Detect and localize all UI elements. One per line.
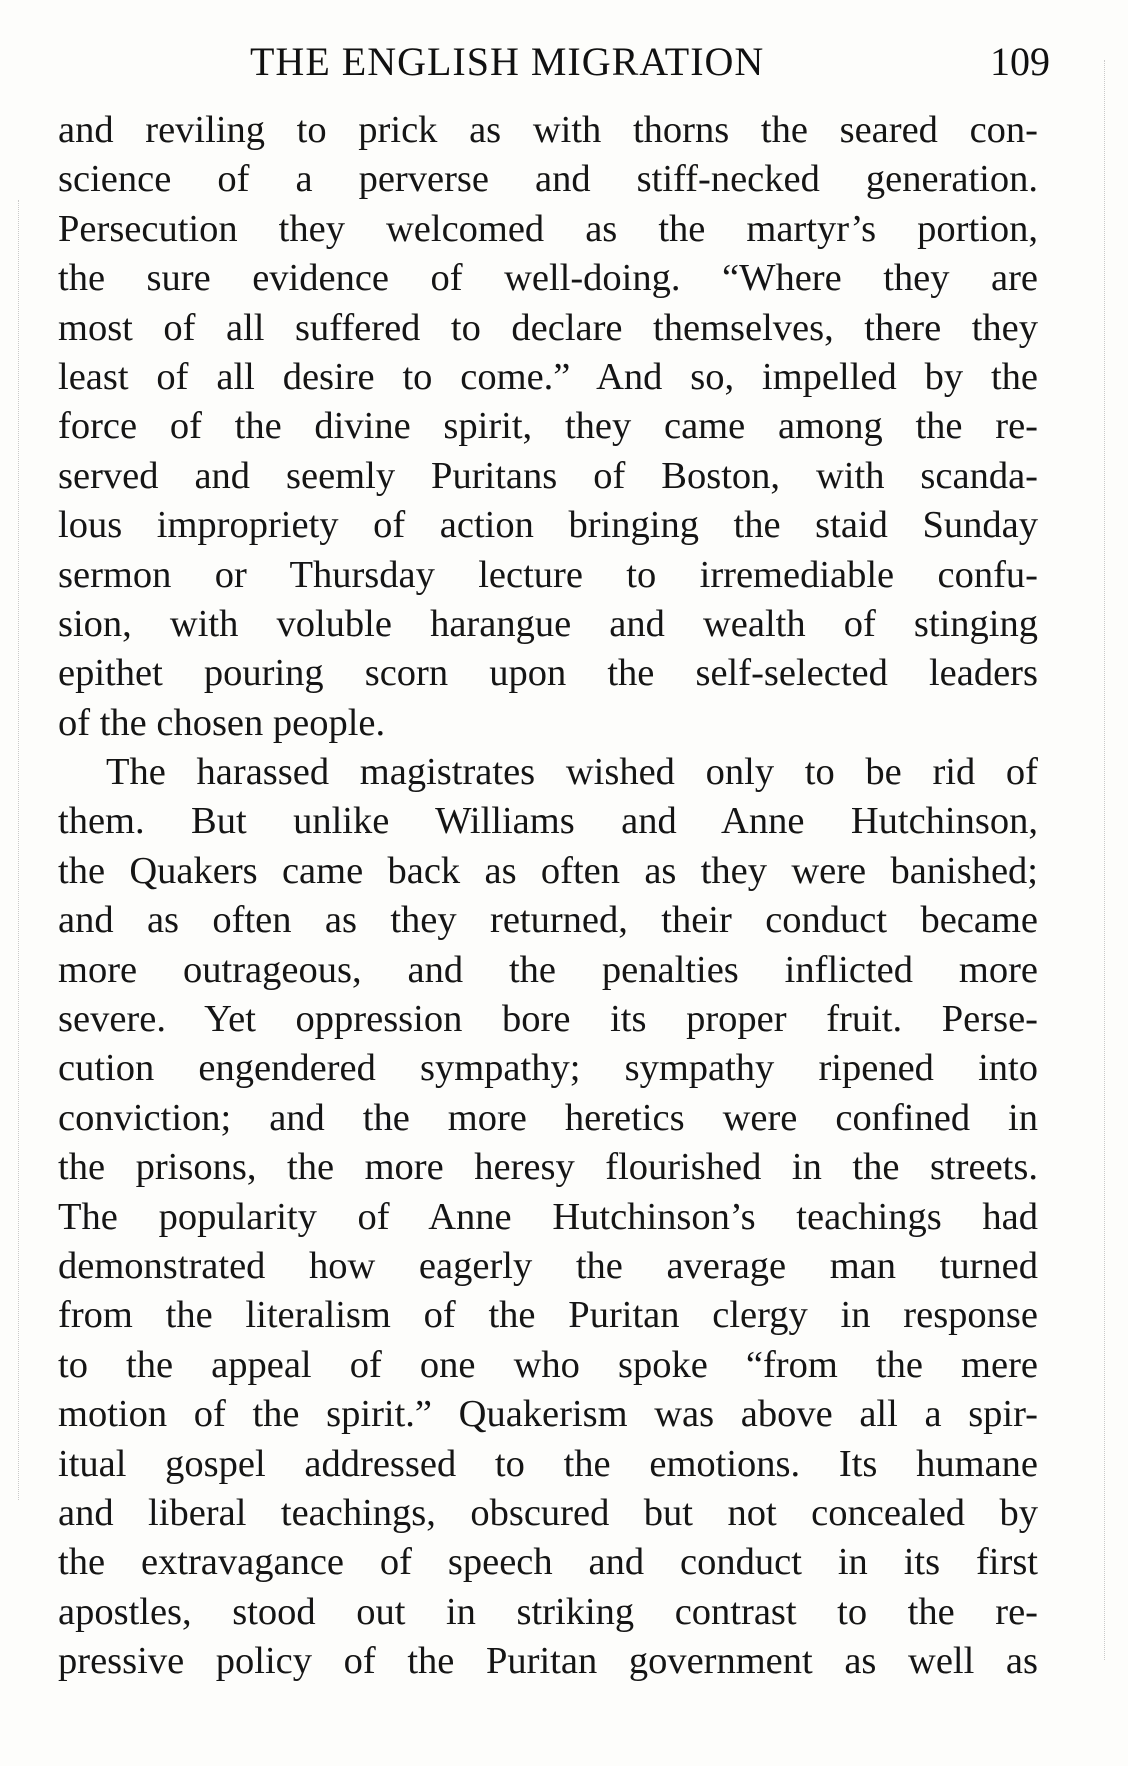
text-line: severe. Yet oppression bore its proper fruit. Perse-: [58, 998, 1038, 1041]
text-line: of the chosen people.: [58, 701, 386, 744]
text-line: conviction; and the more heretics were confined in: [58, 1096, 1038, 1139]
text-line: the extravagance of speech and conduct in its first: [58, 1541, 1038, 1584]
running-header: [250, 38, 1050, 88]
text-line: lous impropriety of action bringing the staid Sunday: [58, 504, 1038, 547]
text-line: served and seemly Puritans of Boston, with scanda-: [58, 454, 1038, 497]
text-line: more outrageous, and the penalties inflicted more: [58, 948, 1038, 991]
text-line: The harassed magistrates wished only to be rid of: [106, 751, 1038, 794]
text-line: motion of the spirit.” Quakerism was above all a spir-: [58, 1393, 1038, 1436]
text-line: force of the divine spirit, they came among the re-: [58, 405, 1038, 448]
text-line: them. But unlike Williams and Anne Hutchinson,: [58, 800, 1038, 843]
body-text: [58, 106, 1038, 1687]
text-line: apostles, stood out in striking contrast to the re-: [58, 1590, 1038, 1633]
page-number: 109: [990, 39, 1050, 84]
text-line: and as often as they returned, their conduct became: [58, 899, 1038, 942]
text-line: least of all desire to come.” And so, impelled by the: [58, 355, 1038, 398]
text-line: the Quakers came back as often as they were banished;: [58, 849, 1038, 892]
text-line: sion, with voluble harangue and wealth of stinging: [58, 602, 1038, 645]
text-line: science of a perverse and stiff-necked generation.: [58, 158, 1038, 201]
text-line: epithet pouring scorn upon the self-selected leaders: [58, 652, 1038, 695]
text-line: cution engendered sympathy; sympathy ripened into: [58, 1047, 1038, 1090]
text-line: the prisons, the more heresy flourished in the streets.: [58, 1146, 1038, 1189]
text-line: Persecution they welcomed as the martyr’s portion,: [58, 207, 1038, 250]
text-line: demonstrated how eagerly the average man turned: [58, 1244, 1038, 1287]
text-line: and reviling to prick as with thorns the seared con-: [58, 109, 1038, 151]
text-line: from the literalism of the Puritan clergy in response: [58, 1294, 1038, 1337]
text-line: the sure evidence of well-doing. “Where they are: [58, 257, 1038, 300]
text-line: and liberal teachings, obscured but not concealed by: [58, 1491, 1038, 1534]
paragraph-2: [58, 748, 1038, 1686]
text-line: The popularity of Anne Hutchinson’s teachings had: [58, 1195, 1038, 1238]
scan-margin-speckle: [1104, 60, 1105, 1660]
running-title: THE ENGLISH MIGRATION: [250, 39, 765, 84]
paragraph-1: [58, 106, 1038, 748]
text-line: to the appeal of one who spoke “from the mere: [58, 1343, 1038, 1386]
text-line: sermon or Thursday lecture to irremediable confu-: [58, 553, 1038, 596]
text-line: pressive policy of the Puritan government as well as: [58, 1640, 1038, 1683]
scan-margin-speckle: [18, 200, 19, 1500]
text-line: most of all suffered to declare themselves, there they: [58, 306, 1038, 349]
text-line: itual gospel addressed to the emotions. Its humane: [58, 1442, 1038, 1485]
